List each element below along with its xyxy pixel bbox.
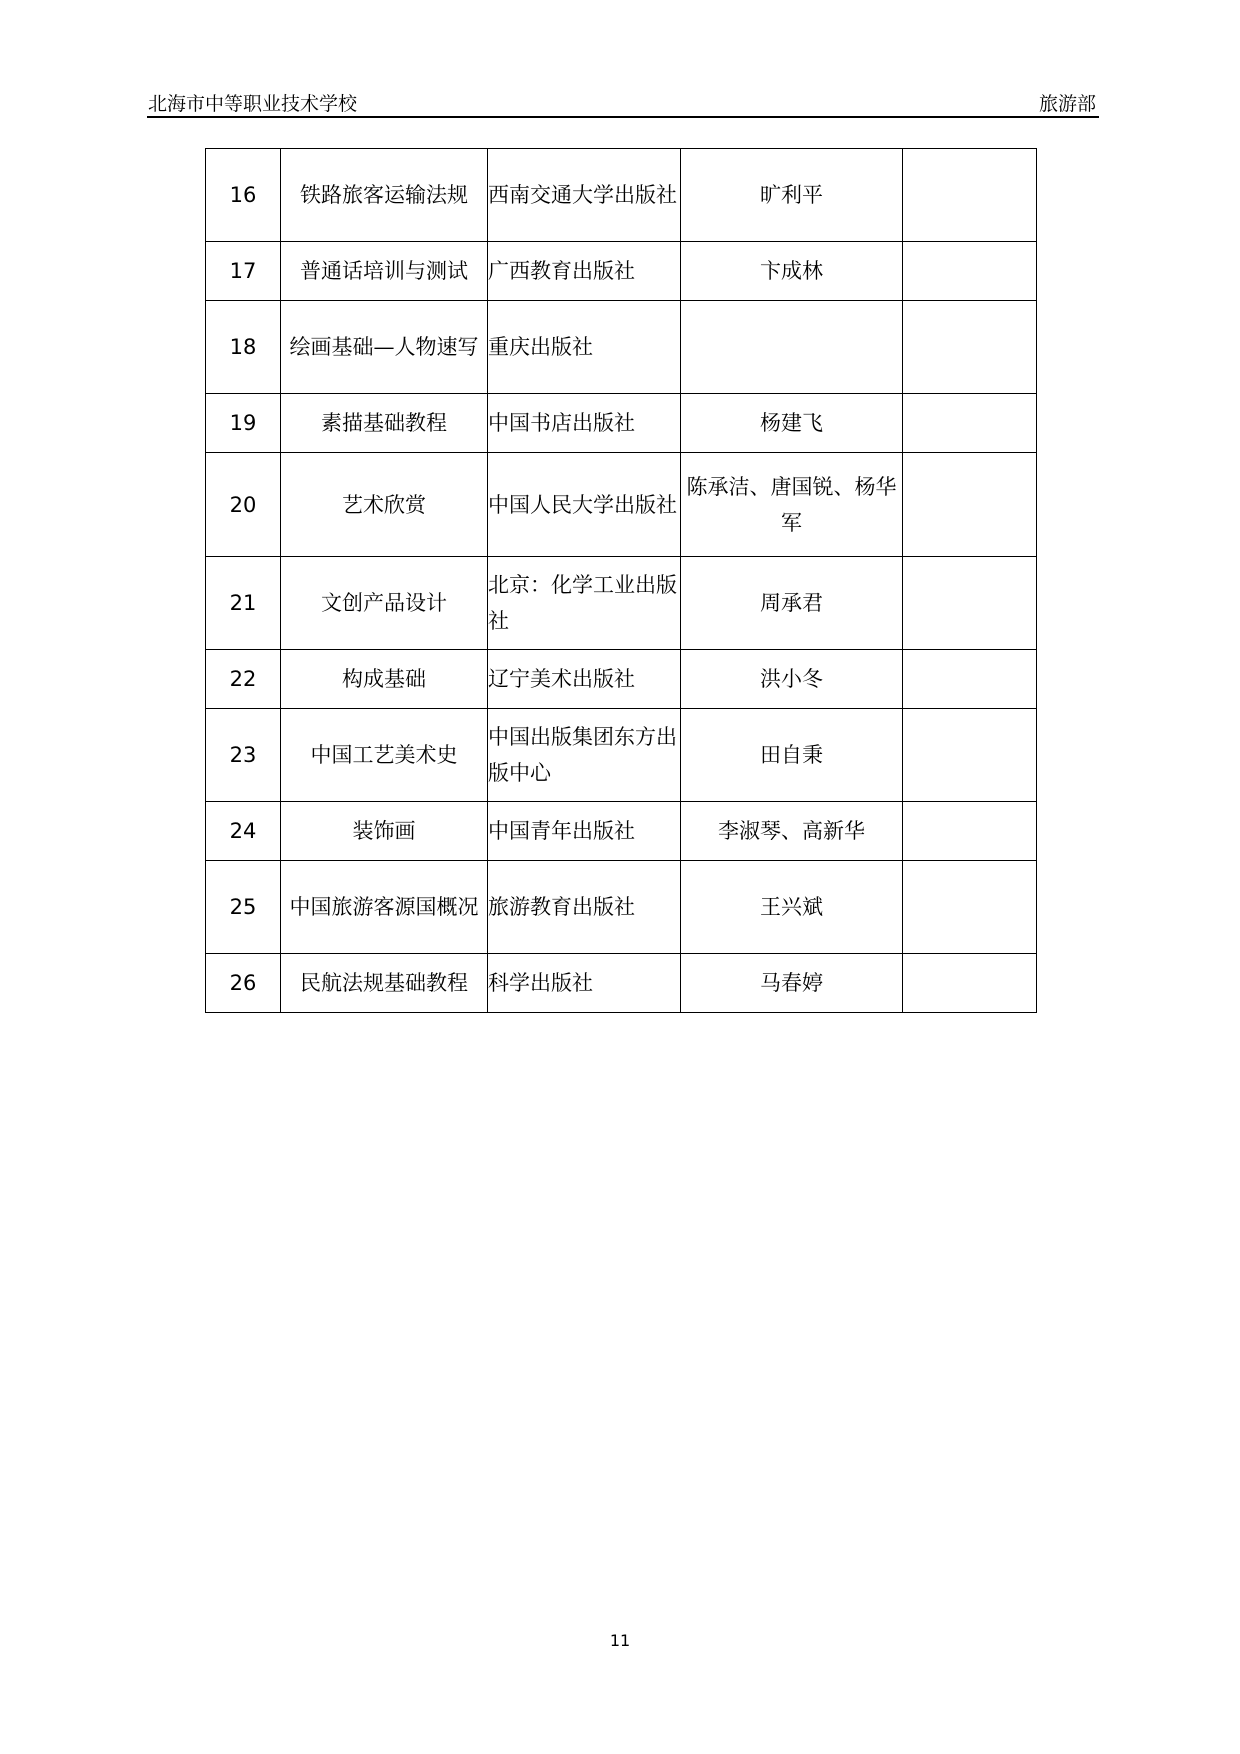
author: 马春婷 — [681, 954, 903, 1013]
row-number: 19 — [206, 394, 281, 453]
row-number: 24 — [206, 802, 281, 861]
note-cell — [903, 453, 1037, 557]
publisher: 科学出版社 — [488, 954, 681, 1013]
row-number: 20 — [206, 453, 281, 557]
author: 王兴斌 — [681, 861, 903, 954]
publisher: 西南交通大学出版社 — [488, 149, 681, 242]
book-title: 构成基础 — [281, 650, 488, 709]
table-row — [206, 242, 1037, 301]
note-cell — [903, 650, 1037, 709]
author: 陈承洁、唐国锐、杨华军 — [681, 453, 903, 557]
book-title: 中国工艺美术史 — [281, 709, 488, 802]
page-header — [147, 86, 1099, 118]
author: 田自秉 — [681, 709, 903, 802]
table-row — [206, 954, 1037, 1013]
publisher: 辽宁美术出版社 — [488, 650, 681, 709]
book-title: 普通话培训与测试 — [281, 242, 488, 301]
book-title: 铁路旅客运输法规 — [281, 149, 488, 242]
row-number: 23 — [206, 709, 281, 802]
row-number: 26 — [206, 954, 281, 1013]
note-cell — [903, 301, 1037, 394]
page-number: 11 — [609, 1631, 631, 1650]
table-row — [206, 861, 1037, 954]
note-cell — [903, 861, 1037, 954]
table-row — [206, 394, 1037, 453]
author — [681, 301, 903, 394]
note-cell — [903, 802, 1037, 861]
publisher: 中国青年出版社 — [488, 802, 681, 861]
table-row — [206, 650, 1037, 709]
row-number: 16 — [206, 149, 281, 242]
publisher: 重庆出版社 — [488, 301, 681, 394]
publisher: 旅游教育出版社 — [488, 861, 681, 954]
author: 周承君 — [681, 557, 903, 650]
book-title: 民航法规基础教程 — [281, 954, 488, 1013]
author: 洪小冬 — [681, 650, 903, 709]
row-number: 21 — [206, 557, 281, 650]
note-cell — [903, 954, 1037, 1013]
school-name: 北海市中等职业技术学校 — [148, 93, 358, 115]
author: 卞成林 — [681, 242, 903, 301]
note-cell — [903, 149, 1037, 242]
book-title: 文创产品设计 — [281, 557, 488, 650]
table-row — [206, 301, 1037, 394]
author: 杨建飞 — [681, 394, 903, 453]
publisher: 中国人民大学出版社 — [488, 453, 681, 557]
book-title: 中国旅游客源国概况 — [281, 861, 488, 954]
book-title: 素描基础教程 — [281, 394, 488, 453]
book-title: 绘画基础—人物速写 — [281, 301, 488, 394]
table-row — [206, 802, 1037, 861]
row-number: 17 — [206, 242, 281, 301]
row-number: 25 — [206, 861, 281, 954]
book-title: 装饰画 — [281, 802, 488, 861]
note-cell — [903, 242, 1037, 301]
table-row — [206, 453, 1037, 557]
table-row — [206, 557, 1037, 650]
publisher: 中国出版集团东方出版中心 — [488, 709, 681, 802]
textbook-table — [205, 148, 1037, 1013]
note-cell — [903, 394, 1037, 453]
note-cell — [903, 557, 1037, 650]
table-row — [206, 709, 1037, 802]
publisher: 北京：化学工业出版社 — [488, 557, 681, 650]
note-cell — [903, 709, 1037, 802]
publisher: 广西教育出版社 — [488, 242, 681, 301]
row-number: 22 — [206, 650, 281, 709]
table-row — [206, 149, 1037, 242]
row-number: 18 — [206, 301, 281, 394]
publisher: 中国书店出版社 — [488, 394, 681, 453]
author: 旷利平 — [681, 149, 903, 242]
book-title: 艺术欣赏 — [281, 453, 488, 557]
author: 李淑琴、高新华 — [681, 802, 903, 861]
department-name: 旅游部 — [1038, 93, 1096, 115]
